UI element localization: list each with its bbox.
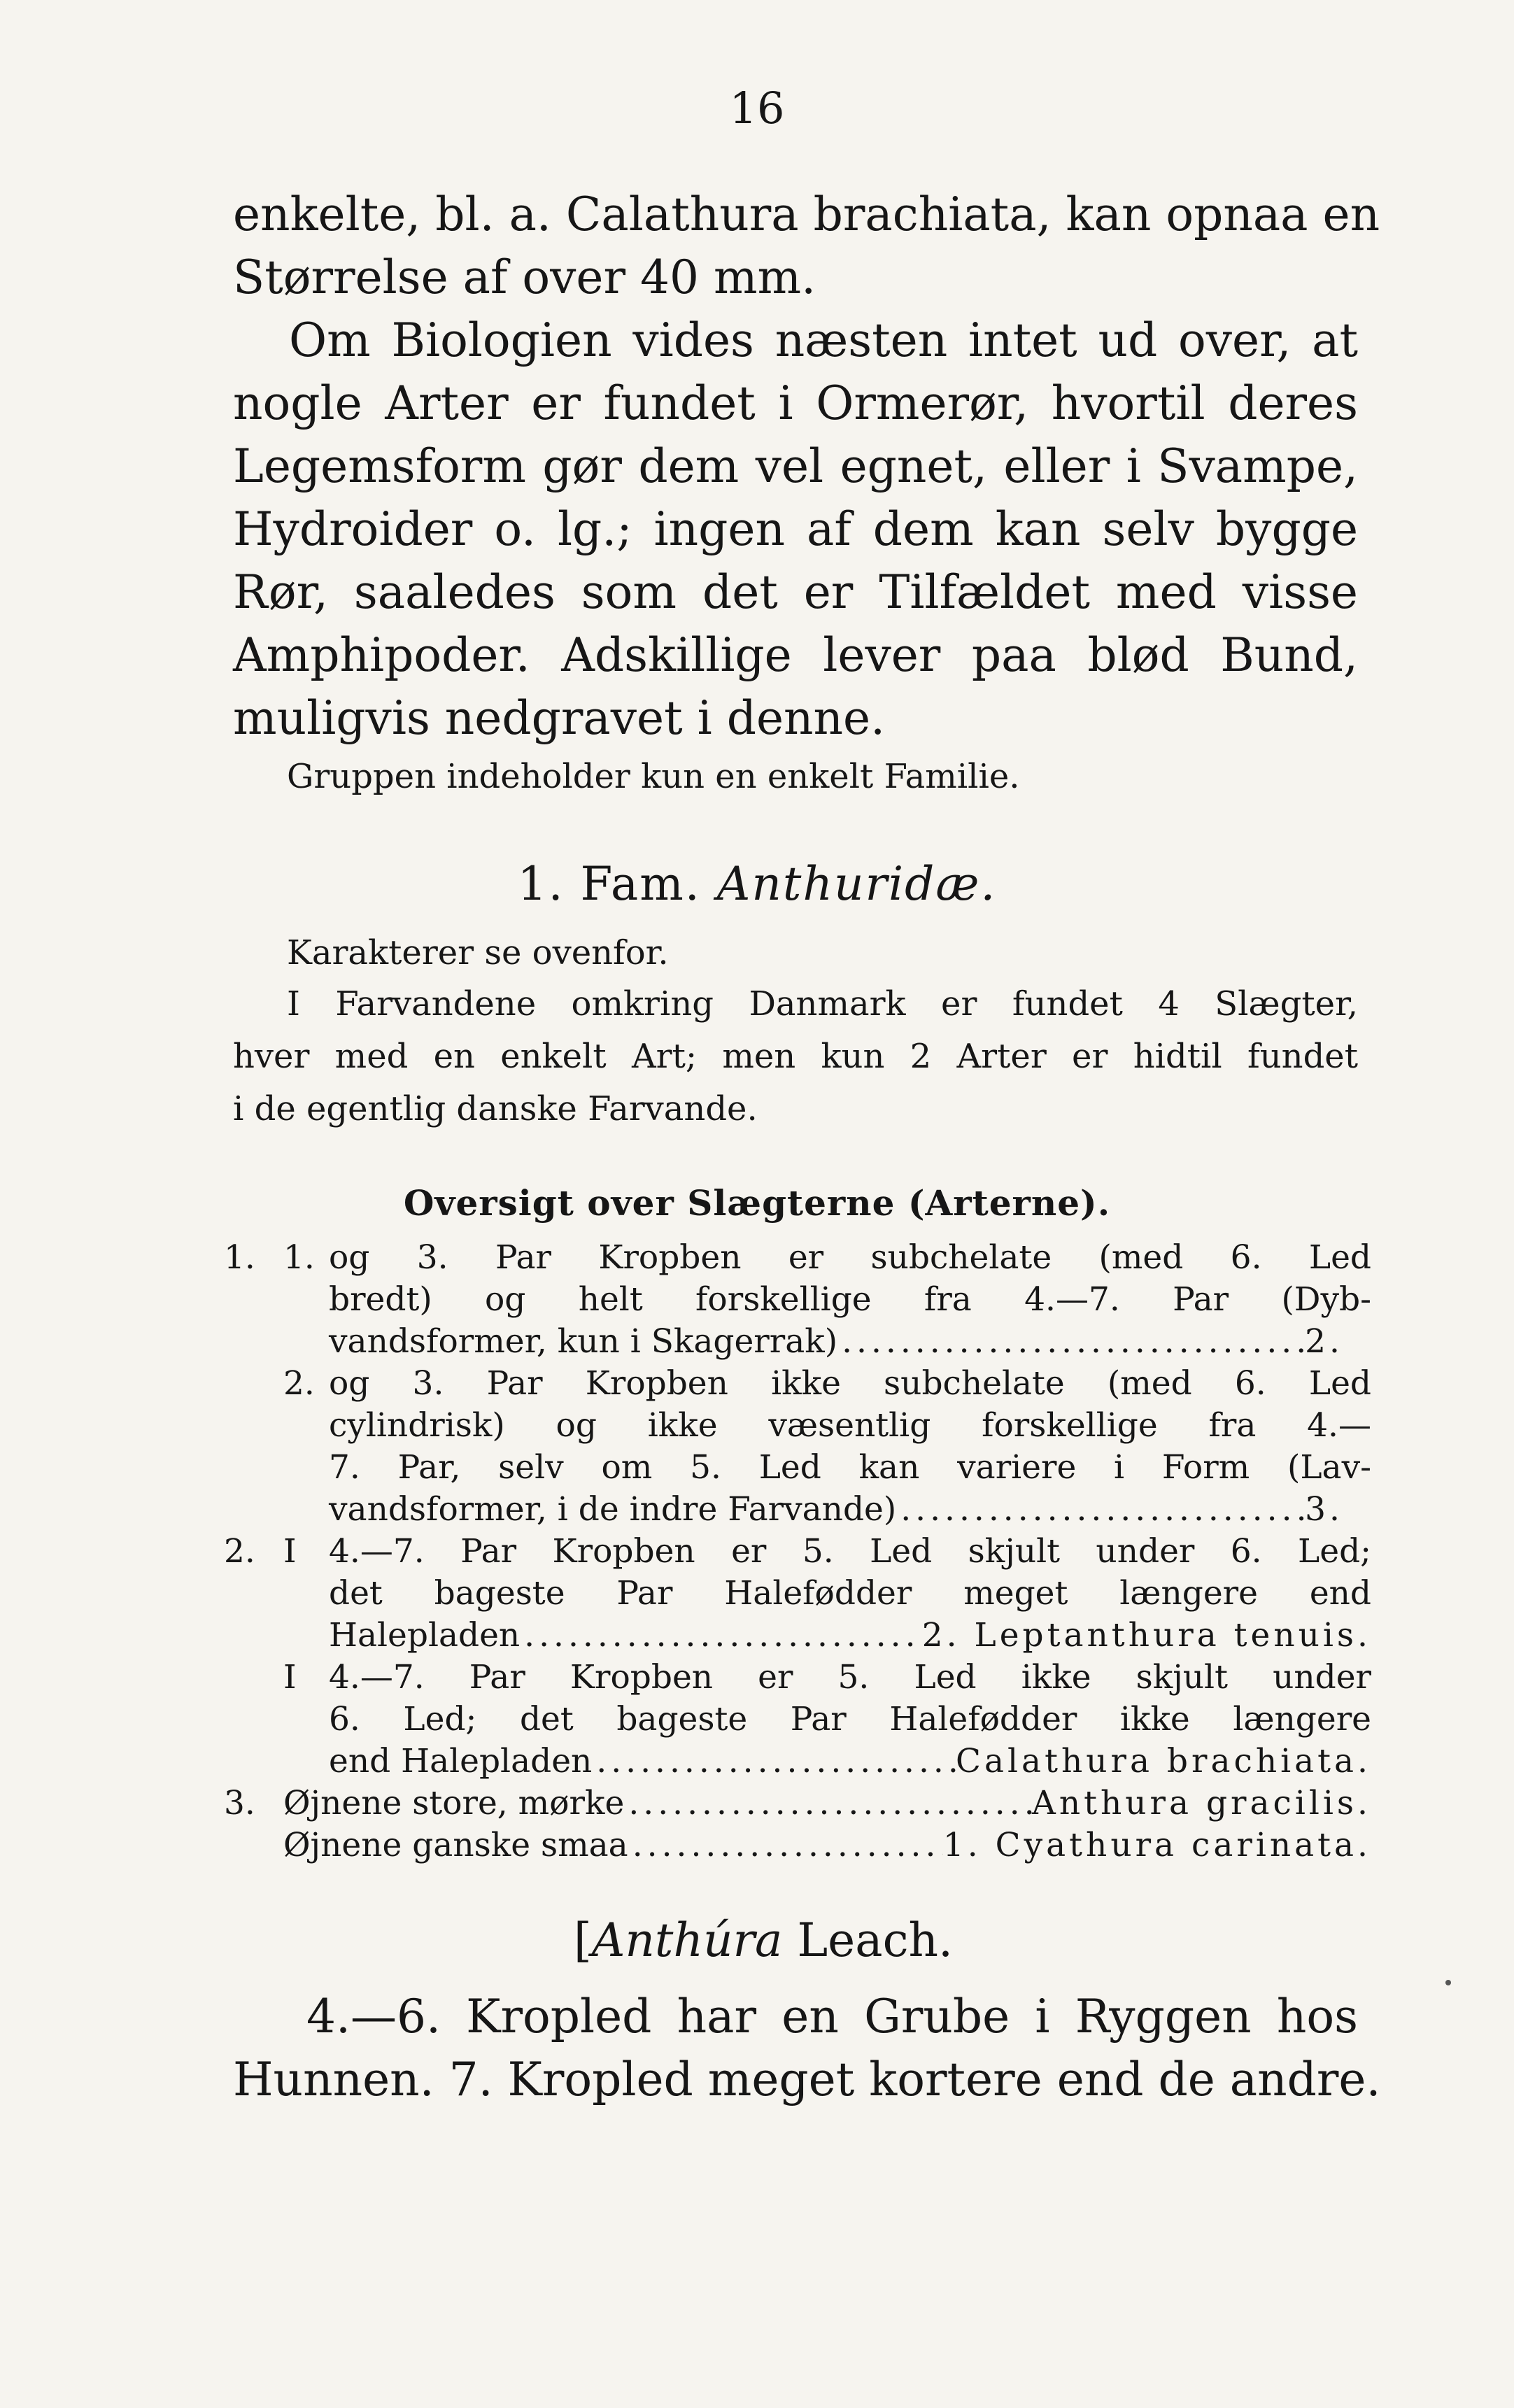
key-subnumber: 1. bbox=[283, 1238, 315, 1277]
page-number: 16 bbox=[729, 83, 785, 134]
text-line: I Farvandene omkring Danmark er fundet 4 Slægter, bbox=[287, 984, 1358, 1024]
key-line: det bageste Par Halefødder meget længere end bbox=[329, 1574, 1371, 1613]
dot-leader bbox=[592, 1742, 956, 1780]
text-line: hver med en enkelt Art; men kun 2 Arter er hidtil fundet bbox=[233, 1037, 1358, 1076]
text-line: Rør, saaledes som det er Tilfældet med visse bbox=[233, 565, 1358, 619]
key-number: 3. bbox=[224, 1784, 255, 1822]
key-line: 6. Led; det bageste Par Halefødder ikke længere bbox=[329, 1700, 1371, 1738]
key-subnumber: I bbox=[283, 1658, 297, 1697]
dot-leader bbox=[520, 1616, 922, 1655]
key-line: 2. og 3. Par Kropben ikke subchelate (med 6. Led bbox=[283, 1364, 1371, 1403]
family-heading bbox=[0, 857, 1514, 911]
genus-name: Anthúra bbox=[591, 1913, 783, 1967]
key-subnumber: I bbox=[283, 1532, 297, 1571]
key-line: Øjnene ganske smaa ..... 1. Cyathura carinata. bbox=[224, 1826, 1371, 1868]
key-line: vandsformer, i de indre Farvande) ..... 3. bbox=[224, 1490, 1371, 1532]
key-line: Halepladen ..... 2. Leptanthura tenuis. bbox=[224, 1616, 1371, 1658]
group-note: Gruppen indeholder kun en enkelt Familie. bbox=[287, 757, 1020, 796]
key-line: end Halepladen ..... Calathura brachiata. bbox=[224, 1742, 1371, 1784]
bracket: [ bbox=[574, 1913, 592, 1967]
family-name: Anthuridæ. bbox=[716, 857, 997, 911]
key-line: vandsformer, kun i Skagerrak) ..... 2. bbox=[224, 1322, 1371, 1364]
key-number: 2. bbox=[224, 1532, 255, 1571]
text-line: Hunnen. 7. Kropled meget kortere end de andre. bbox=[233, 2053, 1381, 2106]
key-line: bredt) og helt forskellige fra 4.—7. Par (Dyb- bbox=[329, 1280, 1371, 1319]
key-result: 1. Cyathura carinata. bbox=[942, 1826, 1371, 1864]
key-subnumber: 2. bbox=[283, 1364, 315, 1403]
key-line: I 4.—7. Par Kropben er 5. Led ikke skjult under bbox=[283, 1658, 1371, 1697]
text-line: i de egentlig danske Farvande. bbox=[233, 1089, 758, 1128]
family-number: 1. Fam. bbox=[517, 857, 701, 911]
key-line: cylindrisk) og ikke væsentlig forskellige fra 4.— bbox=[329, 1406, 1371, 1445]
key-number: 1. bbox=[224, 1238, 255, 1277]
paragraph-1 bbox=[233, 183, 1380, 309]
genus-heading bbox=[574, 1913, 953, 1967]
text-line: muligvis nedgravet i denne. bbox=[233, 691, 886, 745]
text-line: Om Biologien vides næsten intet ud over, at bbox=[289, 313, 1358, 367]
key-title: Oversigt over Slægterne (Arterne). bbox=[403, 1182, 1111, 1224]
genus-author: Leach. bbox=[797, 1913, 954, 1967]
key-result: Anthura gracilis. bbox=[1031, 1784, 1371, 1822]
text-line: 4.—6. Kropled har en Grube i Ryggen hos bbox=[306, 1990, 1358, 2044]
key-result: 3. bbox=[1305, 1490, 1343, 1529]
paragraph-3 bbox=[233, 978, 1358, 1135]
text-line: nogle Arter er fundet i Ormerør, hvortil deres bbox=[233, 376, 1358, 430]
paragraph-4 bbox=[233, 1985, 1381, 2111]
print-speck bbox=[1445, 1980, 1451, 1985]
key-line: 2. I 4.—7. Par Kropben er 5. Led skjult under 6. Led; bbox=[224, 1532, 1371, 1571]
text-line: Amphipoder. Adskillige lever paa blød Bund, bbox=[233, 628, 1358, 682]
key-line: 7. Par, selv om 5. Led kan variere i Form (Lav- bbox=[329, 1448, 1371, 1487]
text-line: enkelte, bl. a. Calathura brachiata, kan opnaa en bbox=[233, 187, 1380, 241]
key-result: 2. bbox=[1305, 1322, 1343, 1361]
key-line: 1. 1. og 3. Par Kropben er subchelate (med 6. Led bbox=[224, 1238, 1371, 1277]
key-line: 3. Øjnene store, mørke ..... Anthura gracilis. bbox=[224, 1784, 1371, 1826]
characters-note: Karakterer se ovenfor. bbox=[287, 933, 669, 972]
dot-leader bbox=[624, 1784, 1032, 1822]
key-result: Calathura brachiata. bbox=[956, 1742, 1371, 1780]
text-line: Legemsform gør dem vel egnet, eller i Svampe, bbox=[233, 439, 1358, 493]
text-line: Størrelse af over 40 mm. bbox=[233, 250, 816, 304]
dot-leader bbox=[837, 1322, 1305, 1361]
paragraph-2 bbox=[233, 309, 1358, 750]
dot-leader bbox=[896, 1490, 1305, 1529]
text-line: Hydroider o. lg.; ingen af dem kan selv bygge bbox=[233, 502, 1358, 556]
key-result: 2. Leptanthura tenuis. bbox=[921, 1616, 1371, 1655]
dot-leader bbox=[628, 1826, 943, 1864]
